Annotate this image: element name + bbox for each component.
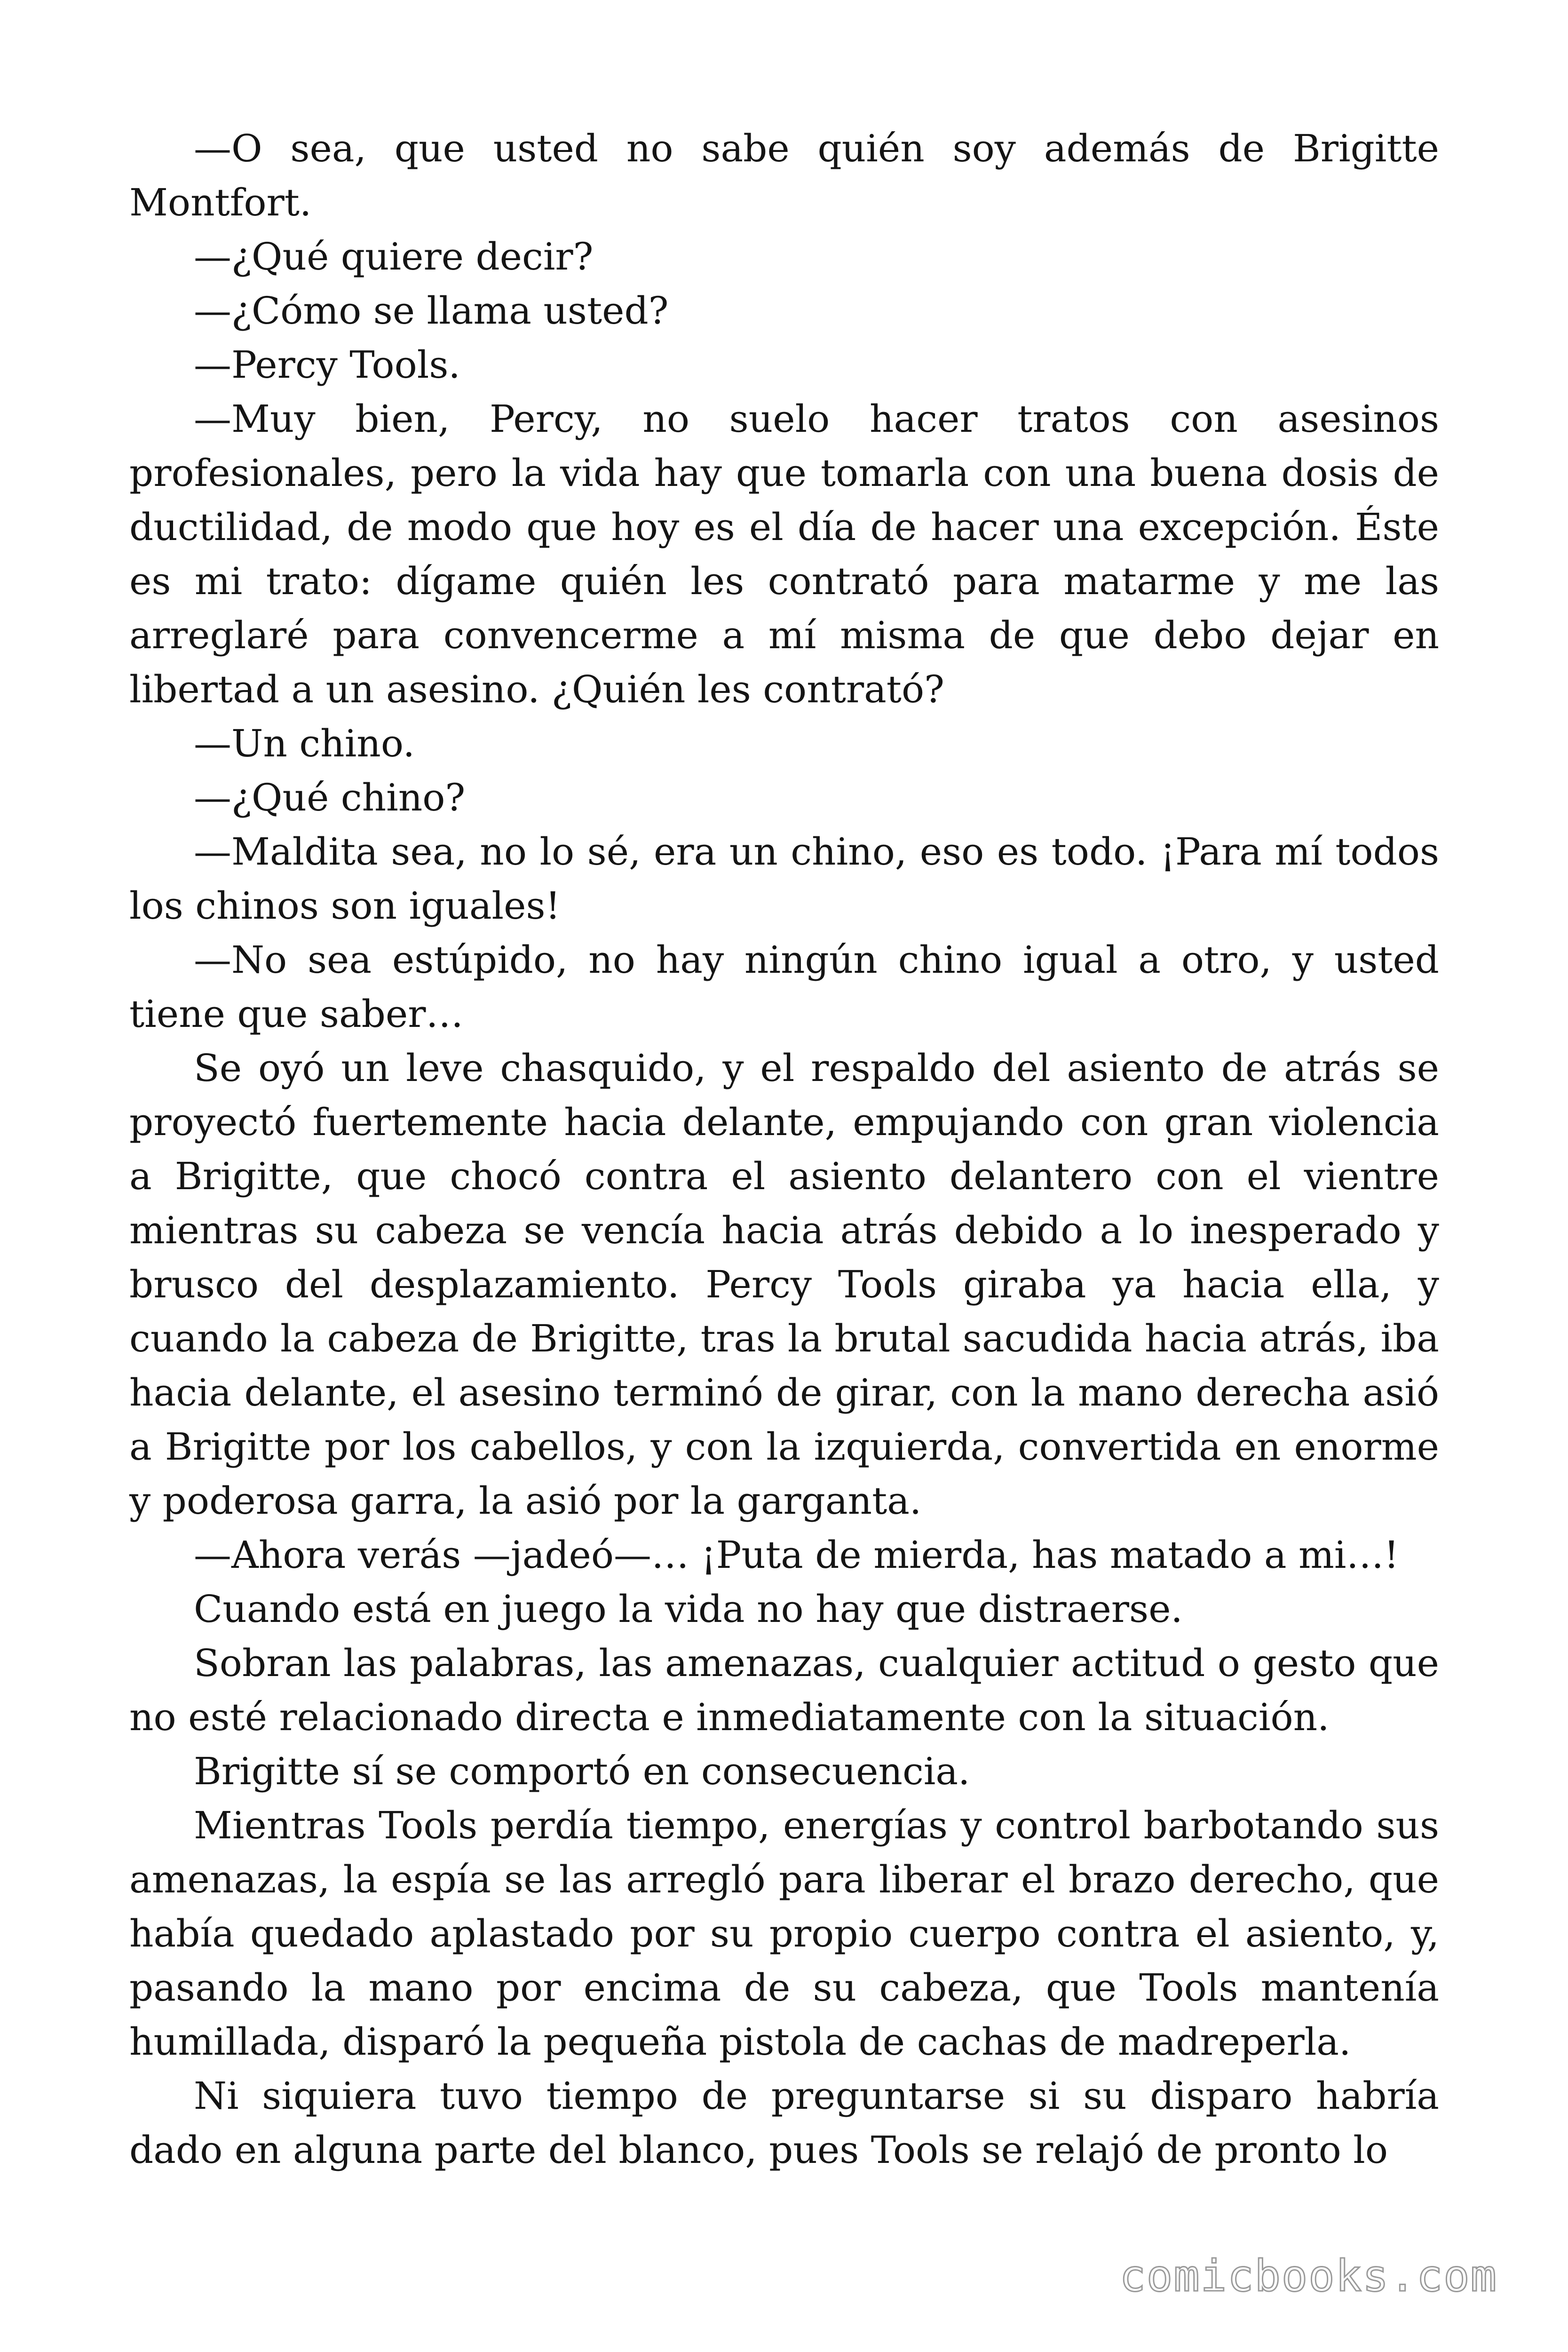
paragraph: Brigitte sí se comportó en consecuencia. [194,1749,970,1793]
paragraph: Ni siquiera tuvo tiempo de preguntarse si su disparo habría dado en alguna parte del blanco, pues Tools se relajó de pronto lo [129,2074,1439,2172]
paragraph: —No sea estúpido, no hay ningún chino igual a otro, y usted tiene que saber… [129,938,1439,1036]
paragraph: —Percy Tools. [194,343,460,387]
paragraph: —Muy bien, Percy, no suelo hacer tratos con asesinos profesionales, pero la vida hay que tomarla con una buena dosis de ductilidad, de modo que hoy es el día de hacer una excepción. Éste es mi trato: dígame quién les contrató para matarme y me las arreglaré para convencerme a mí misma de que debo dejar en libertad a un asesino. ¿Quién les contrató? [129,397,1439,711]
paragraph: —¿Cómo se llama usted? [194,289,669,333]
paragraph: Sobran las palabras, las amenazas, cualquier actitud o gesto que no esté relacionado directa e inmediatamente con la situación. [129,1641,1439,1739]
watermark: comicbooks.com [1119,2251,1497,2301]
paragraph: Se oyó un leve chasquido, y el respaldo del asiento de atrás se proyectó fuertemente hacia delante, empujando con gran violencia a Brigitte, que chocó contra el asiento delantero con el vientre mientras su cabeza se vencía hacia atrás debido a lo inesperado y brusco del desplazamiento. Percy Tools giraba ya hacia ella, y cuando la cabeza de Brigitte, tras la brutal sacudida hacia atrás, iba hacia delante, el asesino terminó de girar, con la mano derecha asió a Brigitte por los cabellos, y con la izquierda, convertida en enorme y poderosa garra, la asió por la garganta. [129,1046,1439,1523]
paragraph: —Ahora verás —jadeó—… ¡Puta de mierda, has matado a mi…! [194,1533,1399,1577]
paragraph: —O sea, que usted no sabe quién soy además de Brigitte Montfort. [129,127,1439,224]
paragraph: —Maldita sea, no lo sé, era un chino, eso es todo. ¡Para mí todos los chinos son iguales! [129,830,1439,928]
paragraph: —Un chino. [194,722,415,765]
paragraph: Cuando está en juego la vida no hay que distraerse. [194,1587,1183,1631]
paragraph: —¿Qué quiere decir? [194,235,594,278]
body-text [129,121,1439,2177]
paragraph: —¿Qué chino? [194,776,466,819]
paragraph: Mientras Tools perdía tiempo, energías y control barbotando sus amenazas, la espía se las arregló para liberar el brazo derecho, que había quedado aplastado por su propio cuerpo contra el asiento, y, pasando la mano por encima de su cabeza, que Tools mantenía humillada, disparó la pequeña pistola de cachas de madreperla. [129,1804,1439,2064]
